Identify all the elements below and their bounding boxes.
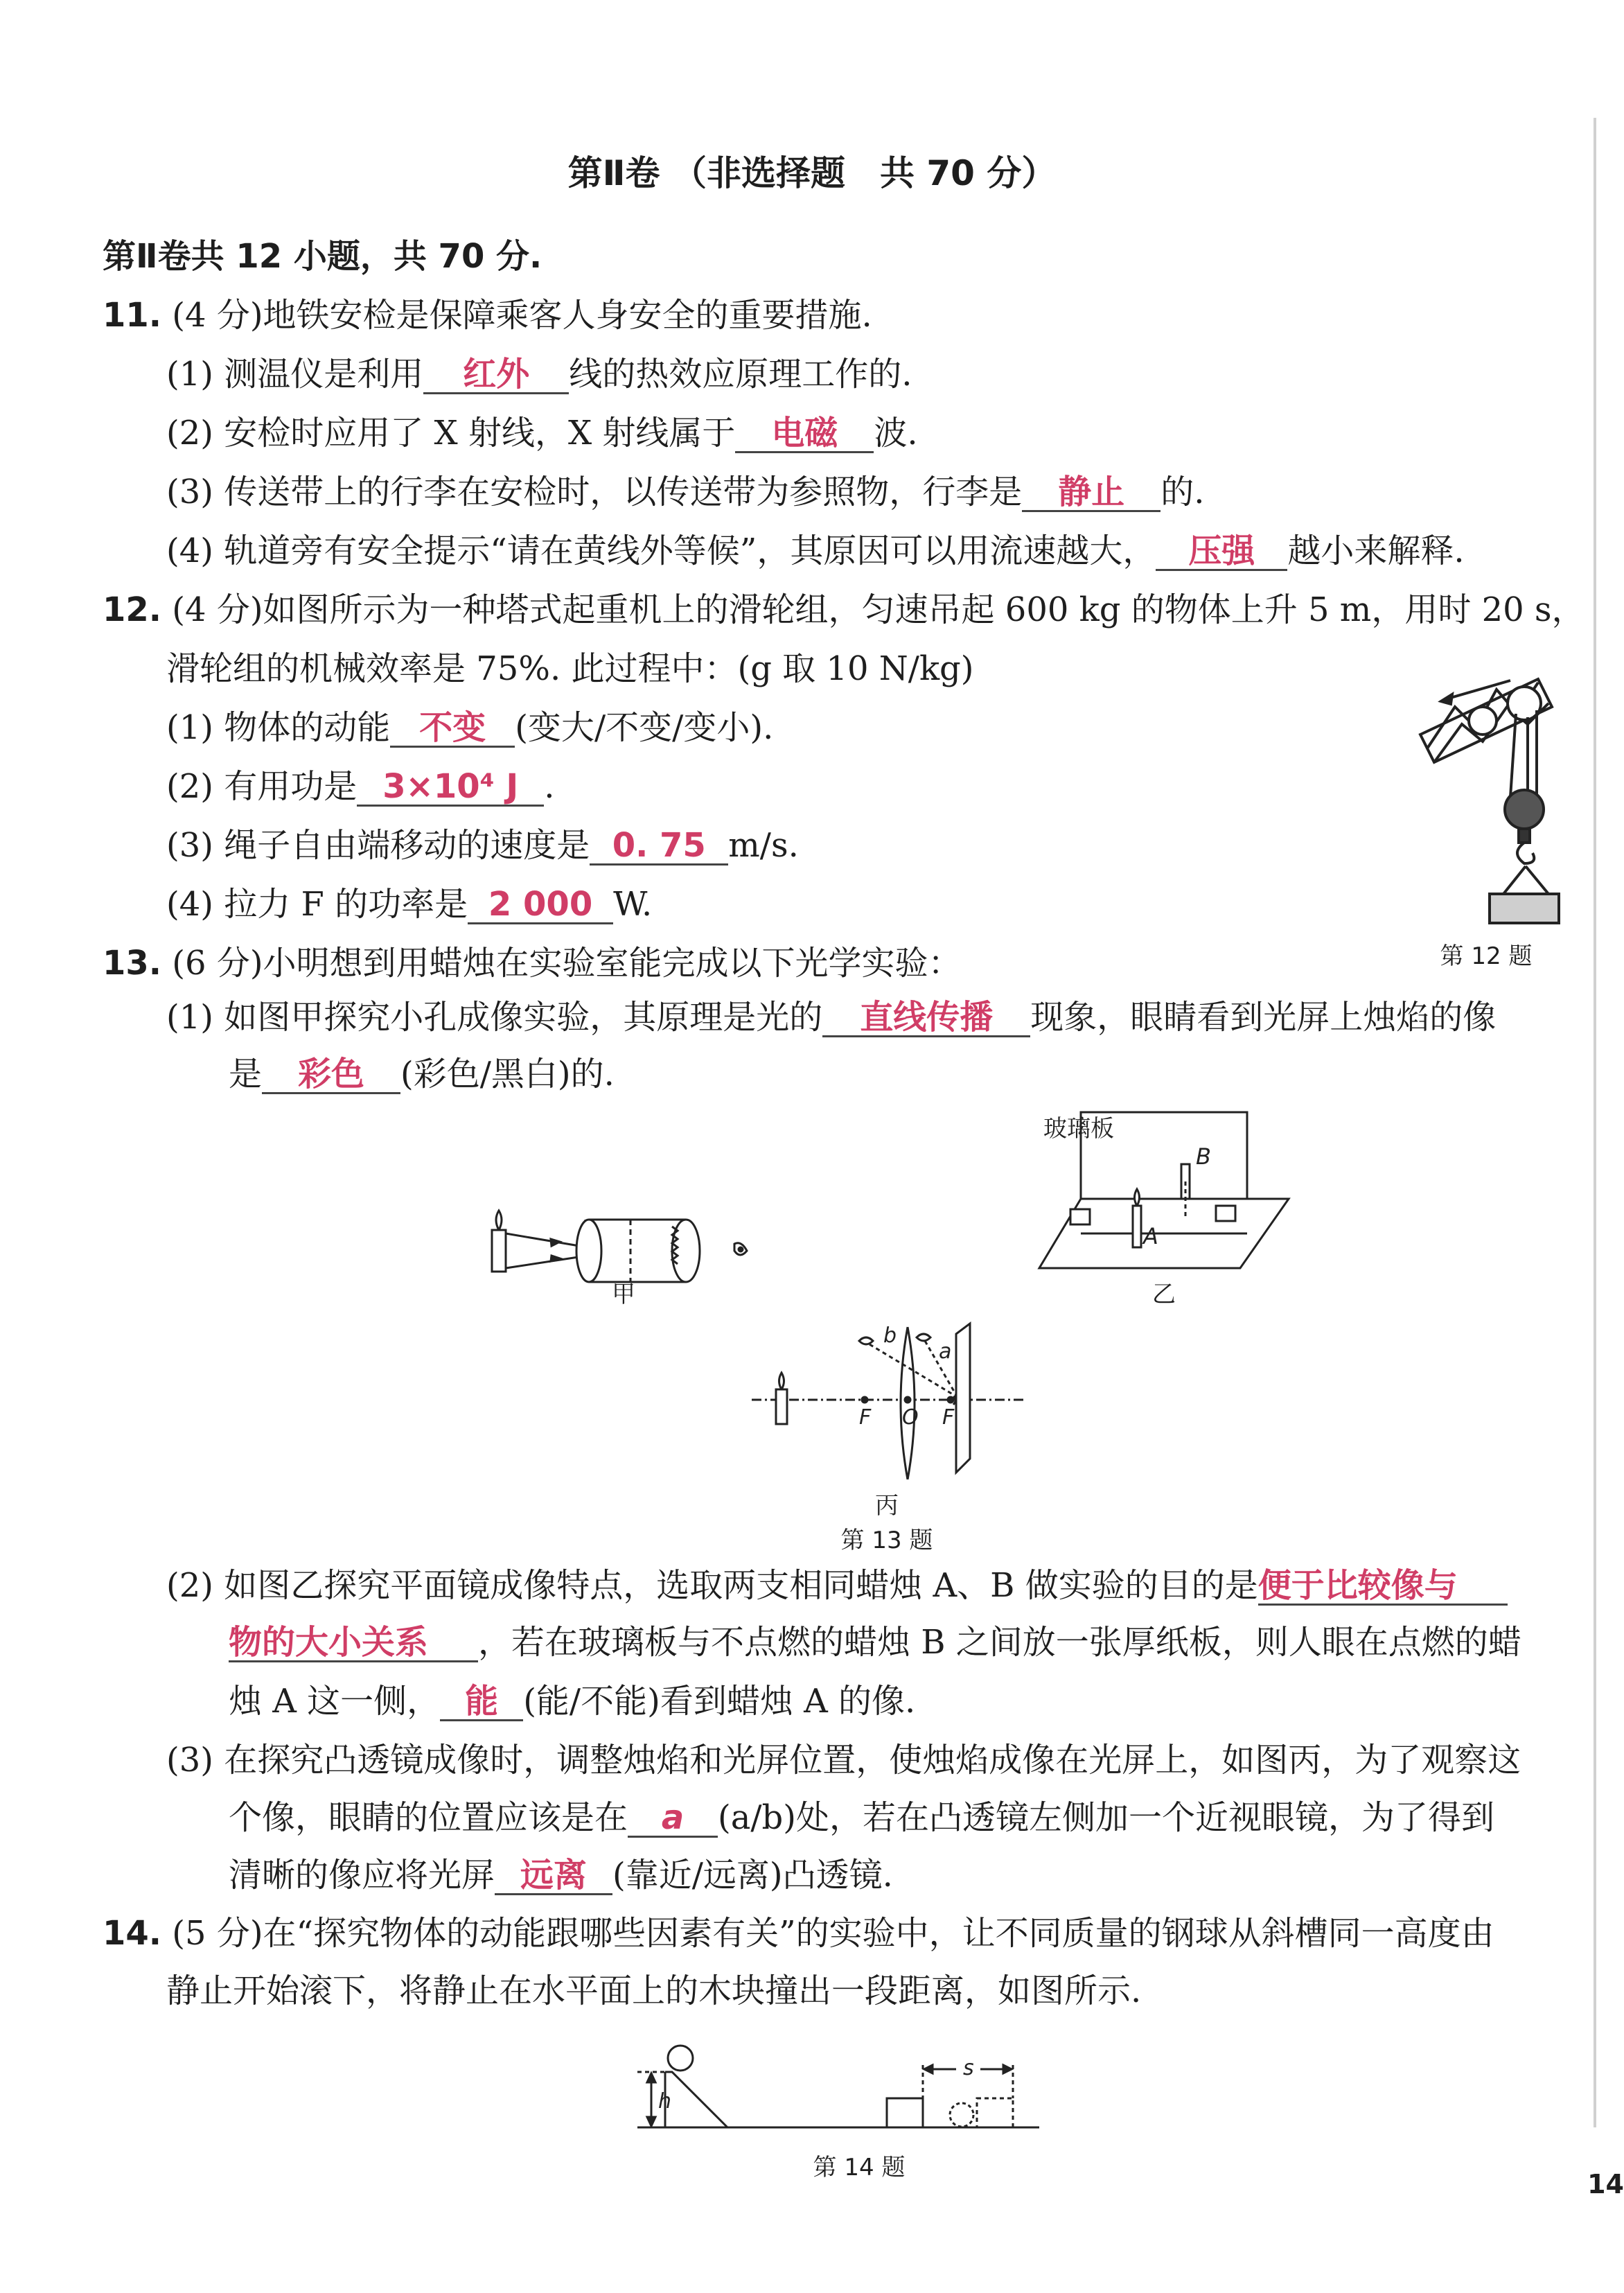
label-F-right: F xyxy=(942,1405,955,1430)
q12-part2-text: (2) 有用功是 xyxy=(166,767,358,806)
label-B: B xyxy=(1196,1143,1211,1170)
pinhole-figure-jia xyxy=(485,1192,762,1289)
q12-answer1: 不变 xyxy=(390,710,515,748)
q13-caption: 第 13 题 xyxy=(840,1527,933,1554)
page-number: 14 xyxy=(1587,2169,1624,2199)
label-a: a xyxy=(939,1339,952,1364)
q12-part1 xyxy=(166,707,773,748)
q12-stem-text1: (4 分)如图所示为一种塔式起重机上的滑轮组，匀速吊起 600 kg 的物体上升 5 m，用时 20 s， xyxy=(172,590,1585,629)
q13-part1b-tail: (彩色/黑白)的. xyxy=(400,1055,615,1093)
q11-part4-tail: 越小来解释. xyxy=(1287,531,1465,570)
q11-stem-text: (4 分)地铁安检是保障乘客人身安全的重要措施. xyxy=(172,296,872,335)
q12-part4 xyxy=(166,884,652,925)
crane-pulley-figure xyxy=(1406,665,1573,929)
q13-part1b-text: 是 xyxy=(229,1055,263,1093)
convex-lens-figure-bing xyxy=(748,1320,1032,1479)
q13-part2b xyxy=(229,1622,1521,1663)
q13-answer3b: 物的大小关系 xyxy=(229,1624,478,1662)
q11-answer1: 红外 xyxy=(423,356,569,394)
q14-stem-text1: (5 分)在“探究物体的动能跟哪些因素有关”的实验中，让不同质量的钢球从斜槽同一高度由 xyxy=(172,1914,1494,1953)
q13-number: 13. xyxy=(103,944,162,983)
q13-part3a: (3) 在探究凸透镜成像时，调整烛焰和光屏位置，使烛焰成像在光屏上，如图丙，为了观察这 xyxy=(166,1741,1521,1780)
q13-part2a xyxy=(166,1565,1508,1606)
q13-answer2: 彩色 xyxy=(262,1056,400,1094)
q13-part3c xyxy=(229,1854,893,1896)
q11-part2 xyxy=(166,412,918,454)
q13-part2-text: (2) 如图乙探究平面镜成像特点，选取两支相同蜡烛 A、B 做实验的目的是 xyxy=(166,1566,1258,1605)
q12-number: 12. xyxy=(103,590,162,629)
section-intro: 第Ⅱ卷共 12 小题，共 70 分. xyxy=(103,237,542,276)
q11-part4 xyxy=(166,530,1465,572)
q12-stem xyxy=(103,589,1585,631)
q12-part3-tail: m/s. xyxy=(728,826,799,865)
q12-part2 xyxy=(166,766,555,807)
q13-stem xyxy=(103,942,962,984)
q11-part1 xyxy=(166,353,912,395)
section-title: 第Ⅱ卷 （非选择题 共 70 分） xyxy=(567,153,1057,193)
fig-jia-label: 甲 xyxy=(612,1281,635,1308)
q12-part4-tail: W. xyxy=(613,885,653,924)
fig-bing-label: 丙 xyxy=(875,1492,899,1520)
q12-stem-text2: 滑轮组的机械效率是 75%. 此过程中：(g 取 10 N/kg) xyxy=(166,649,974,688)
q13-answer3a: 便于比较像与 xyxy=(1258,1567,1508,1606)
q13-part3b-text: 个像，眼睛的位置应该是在 xyxy=(229,1798,628,1837)
q13-part1a xyxy=(166,996,1496,1038)
label-F-left: F xyxy=(859,1405,872,1430)
q13-part3c-text: 清晰的像应将光屏 xyxy=(229,1856,495,1895)
q11-part3-tail: 的. xyxy=(1160,473,1205,511)
q11-answer3: 静止 xyxy=(1022,474,1160,512)
q13-part3b xyxy=(229,1797,1494,1838)
q11-stem xyxy=(103,295,872,336)
q11-answer4: 压强 xyxy=(1156,533,1287,571)
q11-part1-tail: 线的热效应原理工作的. xyxy=(569,355,912,394)
q11-part2-text: (2) 安检时应用了 X 射线，X 射线属于 xyxy=(166,414,736,453)
q11-part1-text: (1) 测温仪是利用 xyxy=(166,355,424,394)
q14-stem xyxy=(103,1913,1494,1954)
q12-caption: 第 12 题 xyxy=(1440,942,1533,970)
ramp-figure xyxy=(630,2044,1046,2145)
q12-part4-text: (4) 拉力 F 的功率是 xyxy=(166,885,468,924)
q14-number: 14. xyxy=(103,1914,162,1953)
q13-part1-tail: 现象，眼睛看到光屏上烛焰的像 xyxy=(1030,998,1497,1037)
q13-part1b xyxy=(229,1053,615,1095)
plane-mirror-figure-yi xyxy=(1032,1109,1323,1289)
q13-part3c-tail: (靠近/远离)凸透镜. xyxy=(612,1856,893,1895)
q13-answer6: 远离 xyxy=(495,1857,612,1895)
label-s: s xyxy=(963,2056,974,2080)
q11-part3 xyxy=(166,471,1205,513)
q12-part2-tail: . xyxy=(544,767,555,806)
label-b: b xyxy=(883,1324,897,1348)
q12-answer3: 0. 75 xyxy=(590,827,728,866)
q11-part4-text: (4) 轨道旁有安全提示“请在黄线外等候”，其原因可以用流速越大， xyxy=(166,531,1156,570)
q11-part3-text: (3) 传送带上的行李在安检时，以传送带为参照物，行李是 xyxy=(166,473,1023,511)
q12-part1-tail: (变大/不变/变小). xyxy=(515,708,774,747)
label-h: h xyxy=(658,2089,672,2114)
q12-answer4: 2 000 xyxy=(468,886,613,924)
q13-part2b-text: ，若在玻璃板与不点燃的蜡烛 B 之间放一张厚纸板，则人眼在点燃的蜡 xyxy=(478,1623,1521,1662)
q12-part3-text: (3) 绳子自由端移动的速度是 xyxy=(166,826,590,865)
label-O: O xyxy=(902,1405,919,1430)
glass-label: 玻璃板 xyxy=(1043,1115,1114,1143)
q11-answer2: 电磁 xyxy=(735,415,874,453)
q13-answer1: 直线传播 xyxy=(822,999,1030,1037)
q11-part2-tail: 波. xyxy=(874,414,918,453)
q13-answer4: 能 xyxy=(440,1683,523,1721)
q13-part3b-tail: (a/b)处，若在凸透镜左侧加一个近视眼镜，为了得到 xyxy=(718,1798,1494,1837)
q14-stem-text2: 静止开始滚下，将静止在水平面上的木块撞出一段距离，如图所示. xyxy=(166,1971,1142,2010)
right-margin-bar xyxy=(1594,118,1596,2127)
q13-answer5: a xyxy=(628,1800,718,1838)
q13-part2c xyxy=(229,1680,915,1722)
q12-part3 xyxy=(166,825,799,866)
fig-yi-label: 乙 xyxy=(1152,1281,1176,1308)
q11-number: 11. xyxy=(103,296,162,335)
q13-part2c-tail: (能/不能)看到蜡烛 A 的像. xyxy=(523,1682,916,1721)
label-A: A xyxy=(1143,1223,1158,1249)
q12-part1-text: (1) 物体的动能 xyxy=(166,708,391,747)
q14-caption: 第 14 题 xyxy=(813,2154,906,2181)
q13-stem-text: (6 分)小明想到用蜡烛在实验室能完成以下光学实验： xyxy=(172,944,962,983)
q13-part2c-text: 烛 A 这一侧， xyxy=(229,1682,441,1721)
q12-answer2: 3×10⁴ J xyxy=(357,768,544,807)
q13-part1-text: (1) 如图甲探究小孔成像实验，其原理是光的 xyxy=(166,998,823,1037)
